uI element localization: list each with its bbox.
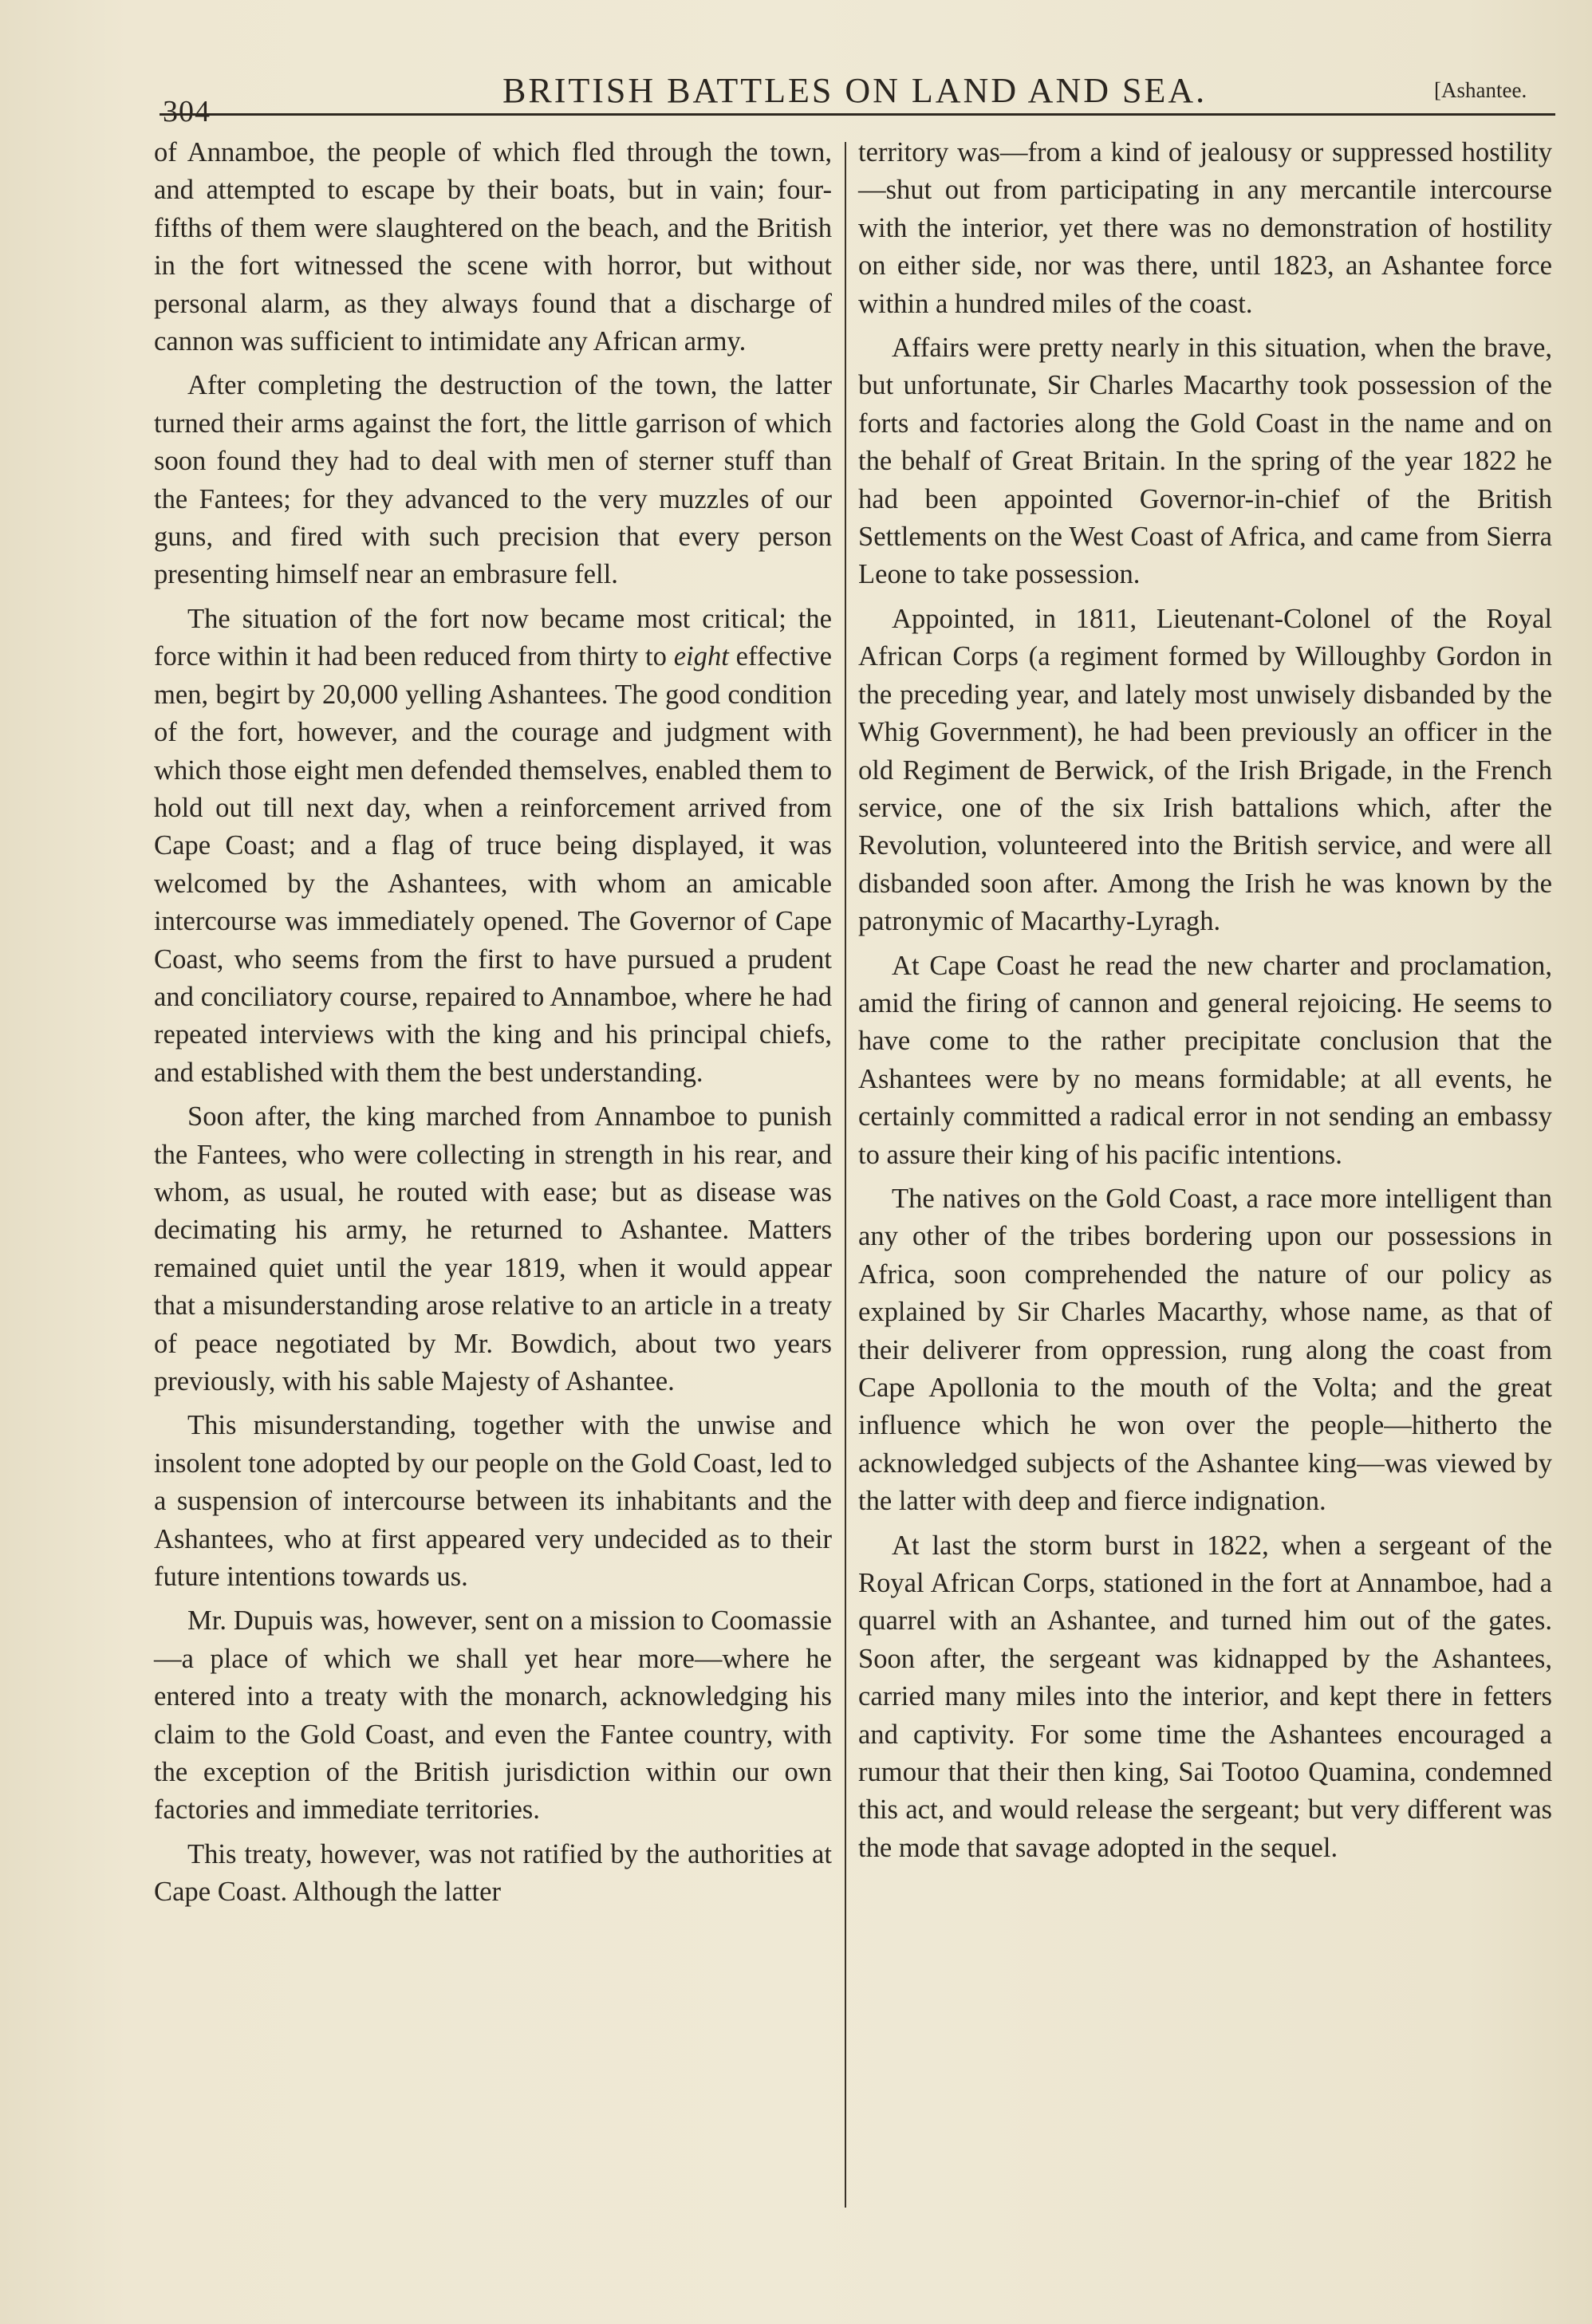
header-rule: [160, 113, 1555, 116]
emphasized-word: eight: [673, 641, 729, 672]
paragraph: This misunderstanding, together with the unwise and insolent tone adopted by our people on the Gold Coast, led to a suspension of intercourse between its inhabitants and the Ashantees, who at first appeared very undecided as to their future intentions towards us.: [154, 1410, 832, 1593]
paragraph: This treaty, however, was not ratified by the authorities at Cape Coast. Although the latter: [154, 1838, 832, 1908]
paragraph-text: The situation of the fort now became most critical; the force within it had been reduced from thirty to: [154, 603, 832, 672]
paragraph: After completing the destruction of the town, the latter turned their arms against the fort, the little garrison of which soon found they had to deal with men of sterner stuff than the Fantees; for they advanced to the very muzzles of our guns, and fired with such precision that every person presenting himself near an embrasure fell.: [154, 370, 832, 590]
paragraph: At Cape Coast he read the new charter and proclamation, amid the firing of cannon and general rejoicing. He seems to have come to the rather precipitate conclusion that the Ashantees were by no means formidable; at all events, he certainly committed a radical error in not sending an embassy to assure their king of his pacific intentions.: [858, 950, 1552, 1170]
section-tag: [Ashantee.: [1434, 78, 1527, 102]
paragraph: The natives on the Gold Coast, a race more intelligent than any other of the tribes bordering upon our possessions in Africa, soon comprehended the nature of our policy as explained by Sir Charles Macarthy, whose name, as that of their deliverer from oppression, rung along the coast from Cape Apollonia to the mouth of the Volta; and the great influence which he won over the people—hitherto the acknowledged subjects of the Ashantee king—was viewed by the latter with deep and fierce indignation.: [858, 1183, 1552, 1517]
paragraph: territory was—from a kind of jealousy or suppressed hostility—shut out from participating in any mercantile intercourse with the interior, yet there was no demonstration of hostility on either side, nor was there, until 1823, an Ashantee force within a hundred miles of the coast.: [858, 137, 1552, 319]
paragraph-text: effective men, begirt by 20,000 yelling Ashantees. The good condition of the fort, however, and the courage and judgment with which those eight men defended themselves, enabled them to hold out till next day, when a reinforcement arrived from Cape Coast; and a flag of truce being displayed, it was welcomed by the Ashantees, with whom an amicable intercourse was immediately opened. The Governor of Cape Coast, who seems from the first to have pursued a prudent and conciliatory course, repaired to Annamboe, where he had repeated interviews with the king and his principal chiefs, and established with them the best understanding.: [154, 641, 832, 1088]
paragraph: Mr. Dupuis was, however, sent on a mission to Coomassie—a place of which we shall yet hear more—where he entered into a treaty with the monarch, acknowledging his claim to the Gold Coast, and even the Fantee country, with the exception of the British jurisdiction within our own factories and immediate territories.: [154, 1605, 832, 1826]
paragraph: [154, 601, 832, 1092]
column-divider: [845, 142, 846, 2208]
paragraph: of Annamboe, the people of which fled through the town, and attempted to escape by their boats, but in vain; four-fifths of them were slaughtered on the beach, and the British in the fort witnessed the scene with horror, but without personal alarm, as they always found that a discharge of cannon was sufficient to intimidate any African army.: [154, 137, 832, 357]
left-column: [154, 134, 832, 1918]
paragraph: Soon after, the king marched from Annamboe to punish the Fantees, who were collecting in strength in his rear, and whom, as usual, he routed with ease; but as disease was decimating his army, he returned to Ashantee. Matters remained quiet until the year 1819, when it would appear that a misunderstanding arose relative to an article in a treaty of peace negotiated by Mr. Bowdich, about two years previously, with his sable Majesty of Ashantee.: [154, 1101, 832, 1396]
paragraph: Appointed, in 1811, Lieutenant-Colonel of the Royal African Corps (a regiment formed by Willoughby Gordon in the preceding year, and lately most unwisely disbanded by the Whig Government), he had been previously an officer in the old Regiment de Berwick, of the Irish Brigade, in the French service, one of the six Irish battalions which, after the Revolution, volunteered into the British service, and were all disbanded soon after. Among the Irish he was known by the patronymic of Macarthy-Lyragh.: [858, 603, 1552, 937]
page-number: 304: [163, 95, 211, 128]
page-header: [160, 65, 1555, 128]
paragraph: Affairs were pretty nearly in this situation, when the brave, but unfortunate, Sir Charles Macarthy took possession of the forts and factories along the Gold Coast in the name and on the behalf of Great Britain. In the spring of the year 1822 he had been appointed Governor-in-chief of the British Settlements on the West Coast of Africa, and came from Sierra Leone to take possession.: [858, 333, 1552, 590]
paragraph: At last the storm burst in 1822, when a sergeant of the Royal African Corps, stationed in the fort at Annamboe, had a quarrel with an Ashantee, and turned him out of the gates. Soon after, the sergeant was kidnapped by the Ashantees, carried many miles into the interior, and kept there in fetters and captivity. For some time the Ashantees encouraged a rumour that their then king, Sai Tootoo Quamina, condemned this act, and would release the sergeant; but very different was the mode that savage adopted in the sequel.: [858, 1530, 1552, 1863]
running-title: BRITISH BATTLES ON LAND AND SEA.: [502, 71, 1208, 110]
right-column: [858, 134, 1552, 1873]
